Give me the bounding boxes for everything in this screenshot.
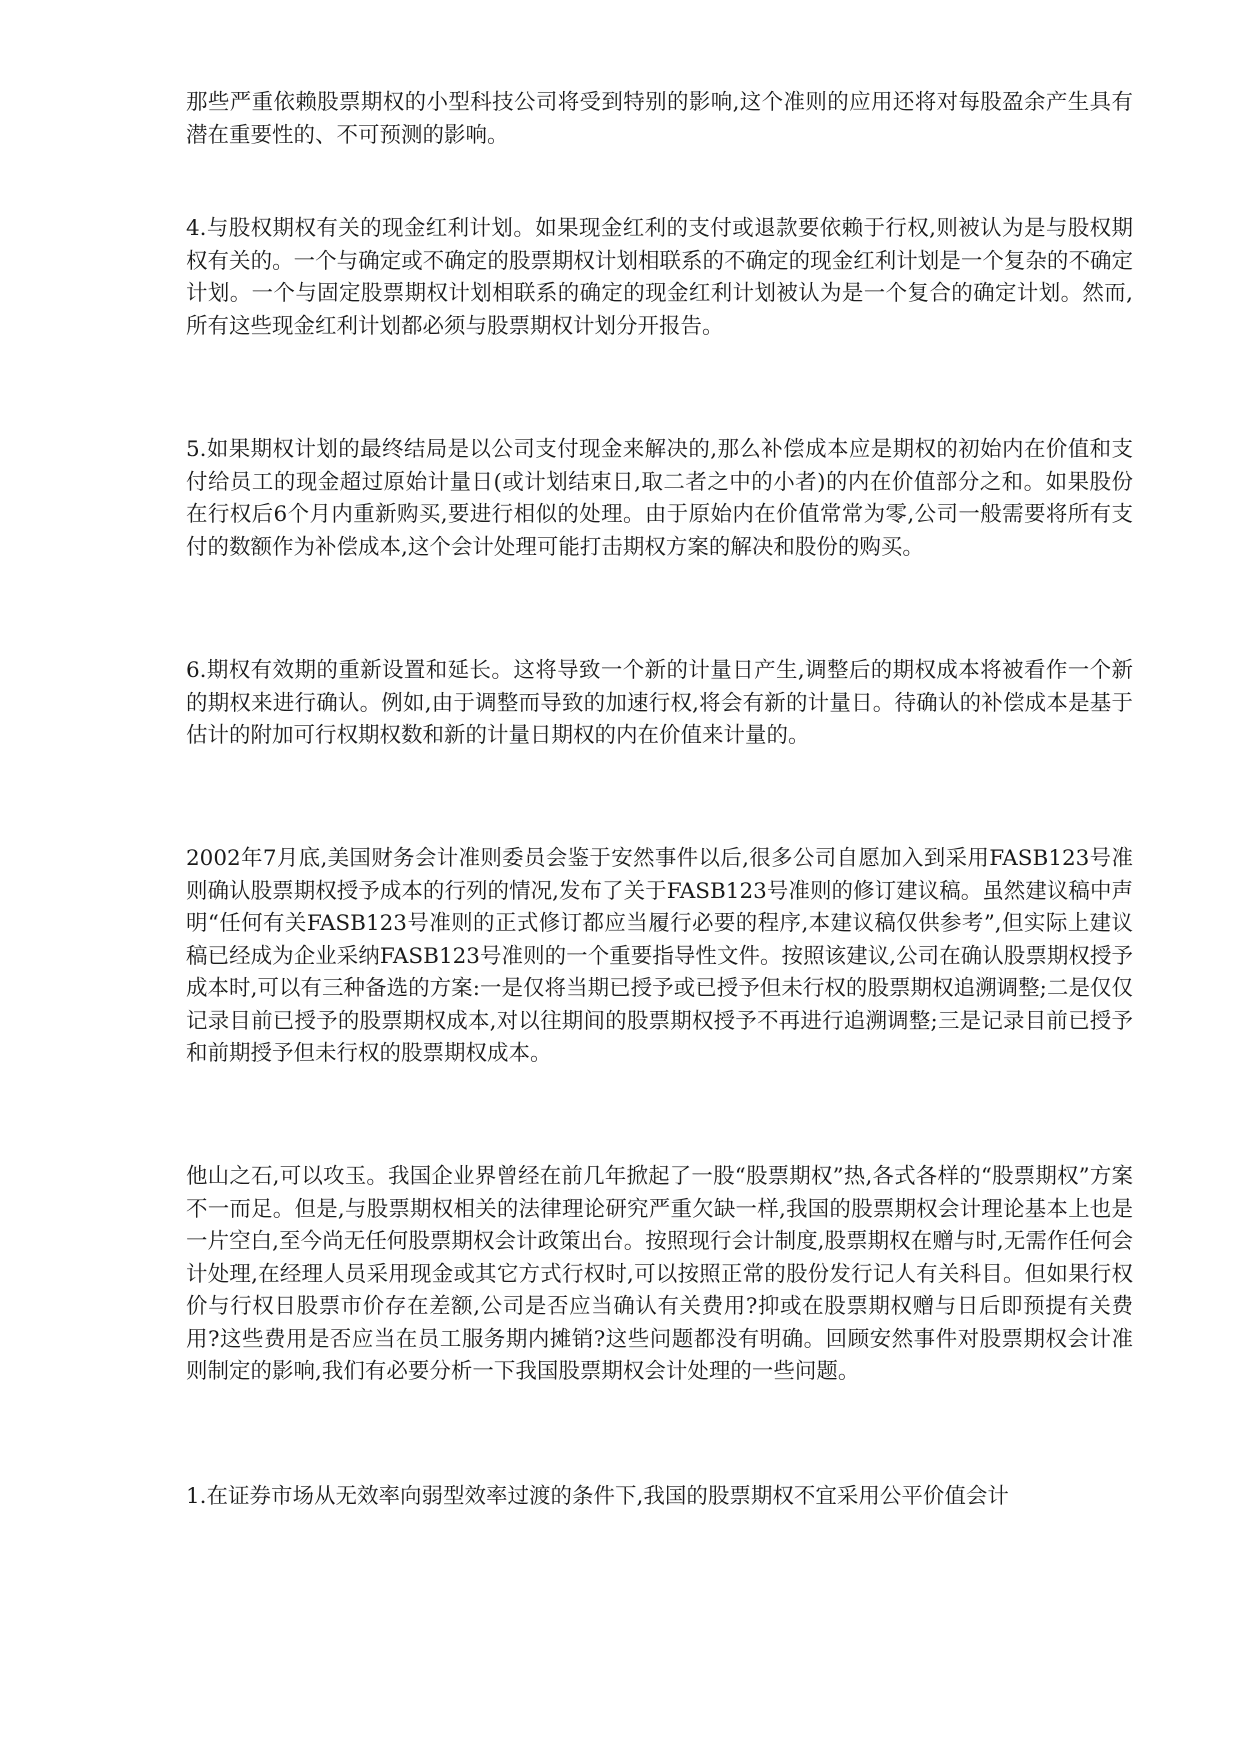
paragraph-china-stock-option-accounting: 他山之石,可以攻玉。我国企业界曾经在前几年掀起了一股“股票期权”热,各式各样的“股票期权”方案不一而足。但是,与股票期权相关的法律理论研究严重欠缺一样,我国的股票期权会计理论基本上也是一片空白,至今尚无任何股票期权会计政策出台。按照现行会计制度,股票期权在赠与时,无需作任何会计处理,在经理人员采用现金或其它方式行权时,可以按照正常的股份发行记人有关科目。但如果行权价与行权日股票市价存在差额,公司是否应当确认有关费用?抑或在股票期权赠与日后即预提有关费用?这些费用是否应当在员工服务期内摊销?这些问题都没有明确。回顾安然事件对股票期权会计准则制定的影响,我们有必要分析一下我国股票期权会计处理的一些问题。 [186, 1164, 1133, 1384]
paragraph-item-6-reset-and-extension: 6.期权有效期的重新设置和延长。这将导致一个新的计量日产生,调整后的期权成本将被看作一个新的期权来进行确认。例如,由于调整而导致的加速行权,将会有新的计量日。待确认的补偿成本是基于估计的附加可行权期权数和新的计量日期权的内在价值来计量的。 [186, 658, 1133, 748]
paragraph-item-1-fair-value-accounting: 1.在证券市场从无效率向弱型效率过渡的条件下,我国的股票期权不宜采用公平价值会计 [186, 1484, 1009, 1509]
paragraph-item-4-cash-bonus-plans: 4.与股权期权有关的现金红利计划。如果现金红利的支付或退款要依赖于行权,则被认为是与股权期权有关的。一个与确定或不确定的股票期权计划相联系的不确定的现金红利计划是一个复杂的不确定计划。一个与固定股票期权计划相联系的确定的现金红利计划被认为是一个复合的确定计划。然而,所有这些现金红利计划都必须与股票期权计划分开报告。 [186, 216, 1133, 339]
paragraph-small-tech-companies-impact: 那些严重依赖股票期权的小型科技公司将受到特别的影响,这个准则的应用还将对每股盈余产生具有潜在重要性的、不可预测的影响。 [186, 90, 1133, 148]
paragraph-item-5-cash-settlement: 5.如果期权计划的最终结局是以公司支付现金来解决的,那么补偿成本应是期权的初始内在价值和支付给员工的现金超过原始计量日(或计划结束日,取二者之中的小者)的内在价值部分之和。如果股份在行权后6个月内重新购买,要进行相似的处理。由于原始内在价值常常为零,公司一般需要将所有支付的数额作为补偿成本,这个会计处理可能打击期权方案的解决和股份的购买。 [186, 437, 1133, 560]
paragraph-fasb123-revision-proposal: 2002年7月底,美国财务会计准则委员会鉴于安然事件以后,很多公司自愿加入到采用FASB123号准则确认股票期权授予成本的行列的情况,发布了关于FASB123号准则的修订建议稿。虽然建议稿中声明“任何有关FASB123号准则的正式修订都应当履行必要的程序,本建议稿仅供参考”,但实际上建议稿已经成为企业采纳FASB123号准则的一个重要指导性文件。按照该建议,公司在确认股票期权授予成本时,可以有三种备选的方案:一是仅将当期已授予或已授予但未行权的股票期权追溯调整;二是仅仅记录目前已授予的股票期权成本,对以往期间的股票期权授予不再进行追溯调整;三是记录目前已授予和前期授予但未行权的股票期权成本。 [186, 846, 1133, 1066]
